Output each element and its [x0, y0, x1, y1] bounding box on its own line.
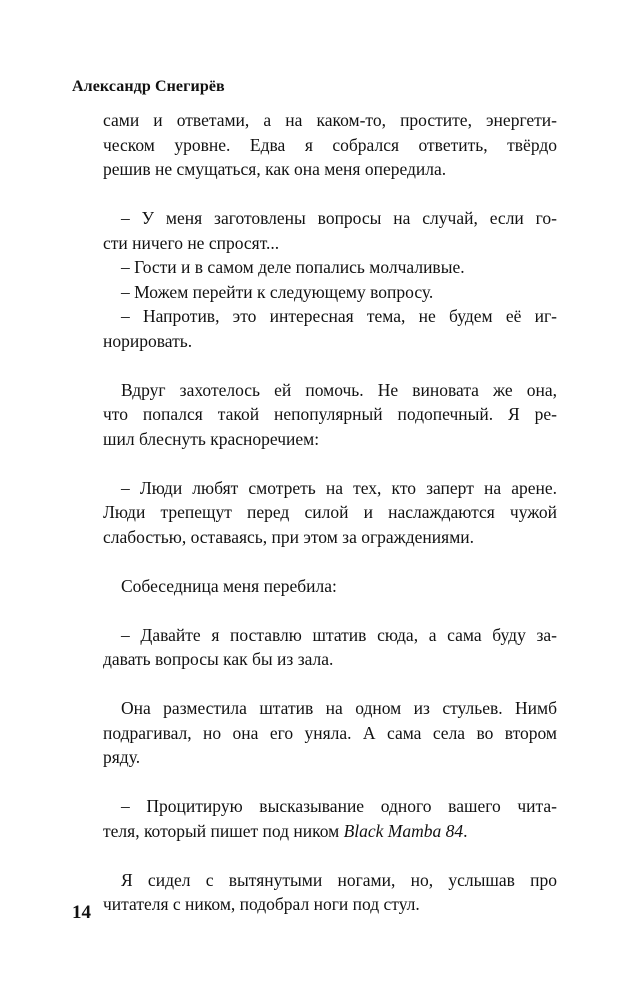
- page-number: 14: [72, 902, 91, 923]
- text-line: – Процитирую высказывание одного вашего чита-: [121, 796, 557, 816]
- text-line: Я сидел с вытянутыми ногами, но, услышав про: [121, 869, 557, 890]
- text-fragment: теля, который пишет под ником: [103, 820, 344, 841]
- text-line: Она разместила штатив на одном из стульев. Нимб: [121, 698, 557, 718]
- text-line: давать вопросы как бы из зала.: [103, 649, 334, 669]
- running-head-author: Александр Снегирёв: [72, 78, 225, 95]
- text-line: ряду.: [103, 747, 141, 767]
- text-line: Вдруг захотелось ей помочь. Не виновата же она,: [121, 379, 557, 400]
- text-line: слабостью, оставаясь, при этом за ограждениями.: [103, 526, 475, 547]
- paragraph-gap: [103, 672, 557, 697]
- paragraph-gap: [103, 770, 557, 795]
- text-line: – Можем перейти к следующему вопросу.: [121, 281, 434, 302]
- paragraph-gap: [103, 598, 557, 623]
- paragraph-gap: [103, 451, 557, 476]
- paragraph-gap: [103, 353, 557, 378]
- text-line: подрагивал, но она его уняла. А сама села во втором: [103, 722, 557, 743]
- paragraph-gap: [103, 843, 557, 868]
- body-text: [103, 108, 557, 917]
- text-line: Собеседница меня перебила:: [121, 575, 337, 596]
- text-line: [103, 819, 557, 844]
- text-line: норировать.: [103, 330, 193, 351]
- text-line: сами и ответами, а на каком-то, простите, энергети-: [103, 110, 557, 130]
- text-line: ческом уровне. Едва я собрался ответить, твёрдо: [103, 134, 557, 155]
- text-line: – Напротив, это интересная тема, не будем её иг-: [121, 306, 557, 326]
- text-line: решив не смущаться, как она меня опередила.: [103, 159, 447, 179]
- text-line: – Давайте я поставлю штатив сюда, а сама буду за-: [121, 624, 557, 645]
- paragraph-gap: [103, 182, 557, 207]
- text-line: – У меня заготовлены вопросы на случай, если го-: [121, 208, 557, 228]
- text-line: – Гости и в самом деле попались молчаливые.: [121, 257, 465, 277]
- text-line: Люди трепещут перед силой и наслаждаются чужой: [103, 502, 557, 522]
- text-line: – Люди любят смотреть на тех, кто заперт на арене.: [121, 477, 557, 498]
- paragraph-gap: [103, 549, 557, 574]
- text-line: читателя с ником, подобрал ноги под стул.: [103, 894, 420, 914]
- text-fragment: .: [463, 820, 468, 841]
- text-line: сти ничего не спросят...: [103, 232, 280, 253]
- text-line: шил блеснуть красноречием:: [103, 428, 320, 449]
- italic-nickname: Black Mamba 84: [343, 820, 464, 841]
- text-line: что попался такой непопулярный подопечный. Я ре-: [103, 404, 557, 424]
